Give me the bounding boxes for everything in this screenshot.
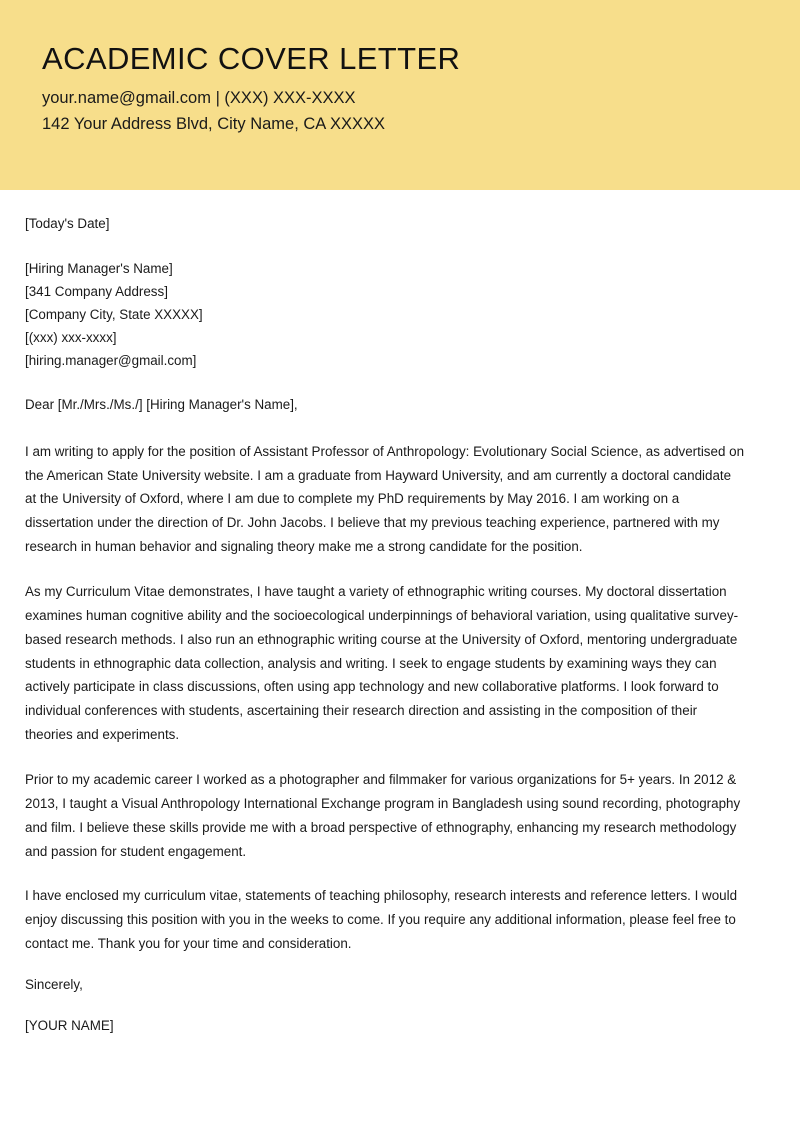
- sign-off: Sincerely,: [25, 977, 83, 992]
- contact-email-phone: your.name@gmail.com | (XXX) XXX-XXXX: [42, 89, 356, 108]
- recipient-line: [341 Company Address]: [25, 284, 168, 300]
- salutation: Dear [Mr./Mrs./Ms./] [Hiring Manager's Name],: [25, 397, 298, 413]
- body-paragraph: As my Curriculum Vitae demonstrates, I have taught a variety of ethnographic writing courses. My doctoral dissertation examines human cognitive ability and the socioecological underpinnings of behavioral variation, using qualitative survey-based research methods. I also run an ethnographic writing course at the University of Oxford, mentoring undergraduate students in ethnographic data collection, analysis and writing. I seek to engage students by examining ways they can actively participate in class discussions, often using app technology and new collaborative platforms. I look forward to individual conferences with students, ascertaining their research direction and assisting in the composition of their theories and experiments.: [25, 583, 739, 743]
- recipient-line: [hiring.manager@gmail.com]: [25, 353, 197, 369]
- recipient-address-block: [25, 257, 744, 372]
- contact-address: 142 Your Address Blvd, City Name, CA XXXXX: [42, 114, 386, 133]
- body-paragraph: Prior to my academic career I worked as a photographer and filmmaker for various organizations for 5+ years. In 2012 & 2013, I taught a Visual Anthropology International Exchange program in Bangladesh using sound recording, photography and film. I believe these skills provide me with a broad perspective of ethnography, enhancing my research methodology and passion for student engagement.: [25, 771, 741, 859]
- body-paragraph: I am writing to apply for the position of Assistant Professor of Anthropology: Evolutionary Social Science, as advertised on the American State University website. I am a graduate from Hayward University, and am currently a doctoral candidate at the University of Oxford, where I am due to complete my PhD requirements by May 2016. I am working on a dissertation under the direction of Dr. John Jacobs. I believe that my previous teaching experience, partnered with my research in human behavior and signaling theory make me a strong candidate for the position.: [25, 443, 745, 555]
- signature-name: [YOUR NAME]: [25, 1018, 114, 1033]
- page-title: ACADEMIC COVER LETTER: [42, 41, 461, 76]
- recipient-line: [Hiring Manager's Name]: [25, 261, 173, 276]
- letter-date: [Today's Date]: [25, 216, 110, 231]
- body-paragraph: I have enclosed my curriculum vitae, statements of teaching philosophy, research interests and reference letters. I would enjoy discussing this position with you in the weeks to come. If you require any additional information, please feel free to contact me. Thank you for your time and consideration.: [25, 888, 738, 952]
- recipient-line: [Company City, State XXXXX]: [25, 307, 203, 323]
- recipient-line: [(xxx) xxx-xxxx]: [25, 330, 117, 346]
- letter-body: [0, 190, 800, 1033]
- letterhead-banner: [0, 0, 800, 190]
